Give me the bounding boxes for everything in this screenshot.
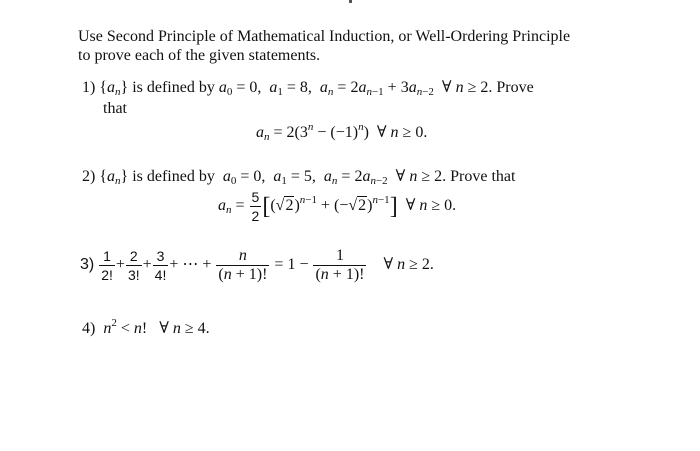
problem-1-formula: $a_n = 2(3^n - (-1)^n)$ ∀ n ≥ 0.	[256, 121, 428, 143]
problem-2-lead: is defined by	[132, 168, 215, 185]
intro-line-1: Use Second Principle of Mathematical Induction, or Well-Ordering Principle	[78, 28, 571, 45]
problem-1-lead: is defined by	[132, 79, 215, 96]
problem-1-statement	[82, 79, 534, 97]
intro-line-2: to prove each of the given statements.	[78, 47, 321, 64]
problem-2-recurrence: $a_0 = 0$, $a_1 = 5$, $a_n = 2a_{n-2}$ ∀ n ≥ 2.	[222, 168, 447, 187]
problem-1-that: that	[103, 100, 127, 117]
problem-1-number: 1)	[82, 79, 96, 96]
problem-2-sequence: $\{a_n\}$	[99, 168, 129, 187]
problem-4-statement: 4) $n^2 < n$! ∀ n ≥ 4.	[82, 317, 210, 337]
problem-2-statement	[82, 168, 515, 186]
top-edge-mark	[349, 0, 352, 3]
problem-1-sequence: $\{a_n\}$	[99, 79, 129, 98]
problem-3-statement: 3) $\frac{1}{2!}$ + $\frac{2}{3!}$ + $\frac{3}{4!}$ + ⋯ + $\frac{n}{(n + 1)!}$ = 1 − $\frac{1}{(n + 1)!}$ ∀ n ≥ 2.	[80, 247, 434, 283]
problem-2-number: 2)	[82, 168, 96, 185]
problem-2-tail: Prove that	[450, 168, 516, 185]
problem-1-recurrence: $a_0 = 0$, $a_1 = 8$, $a_n = 2a_{n-1} + 3a_{n-2}$ ∀ n ≥ 2.	[218, 79, 493, 98]
problem-3-number: 3)	[80, 256, 95, 274]
problem-2-formula: $a_n$ = $\frac{5}{2}$ $[(√2)^{n-1} + (-√2)^{n-1}]$ ∀ n ≥ 0.	[218, 189, 457, 224]
problem-4-number: 4)	[82, 320, 96, 337]
problem-1-tail: Prove	[496, 79, 534, 96]
